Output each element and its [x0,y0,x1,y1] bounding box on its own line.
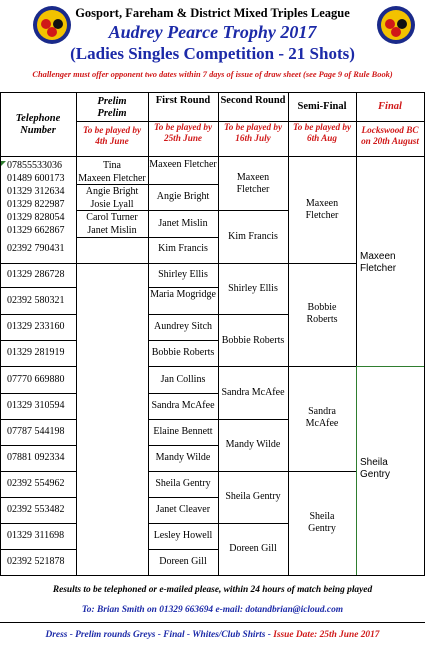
phone-number: 01489 600173 [7,173,65,184]
second-round-player: Kim Francis [228,231,278,242]
phone-number: 07770 669880 [7,374,65,385]
first-round-player: Maxeen Fletcher [149,159,217,170]
first-round-player: Jan Collins [160,374,206,385]
phone-number: 01329 662867 [7,225,65,236]
phone-number: 01329 822987 [7,199,65,210]
phone-number: 01329 233160 [7,321,65,332]
phone-number: 02392 521878 [7,556,65,567]
issue-date: Issue Date: 25th June 2017 [273,630,380,640]
second-round-player: Sandra McAfee [221,387,285,398]
phone-number: 07855533036 [7,160,62,171]
phone-number: 01329 286728 [7,269,65,280]
semi-final-player: Sheila Gentry [308,511,336,534]
second-round-player: Mandy Wilde [225,439,281,450]
phone-number: 01329 311698 [7,530,65,541]
semi-final-player: Sandra McAfee [305,406,339,429]
prelim-deadline: To be played by 4th June [82,125,142,146]
phone-number: 01329 312634 [7,186,65,197]
second-round-player: Maxeen Fletcher [236,172,270,195]
first-round-player: Doreen Gill [159,556,207,567]
dress-code-text: Dress - Prelim rounds Greys - Final - Whites/Club Shirts - [45,630,274,640]
contact-line: To: Brian Smith on 01329 663694 e-mail: dotandbrian@icloud.com [81,605,344,615]
telephone-header: Telephone Number [15,113,61,136]
phone-number: 07881 092334 [7,452,65,463]
second-round-player: Doreen Gill [229,543,277,554]
first-round-deadline: To be played by 25th June [153,122,213,143]
semi-final-player: Bobbie Roberts [306,302,338,325]
first-round-player: Janet Cleaver [155,504,211,515]
first-round-player: Shirley Ellis [158,269,208,280]
prelim-player: Angie Bright [85,186,139,197]
phone-number: 02392 790431 [7,243,65,254]
competition-title: (Ladies Singles Competition - 21 Shots) [70,44,355,63]
first-round-player: Elaine Bennett [153,426,213,437]
first-round-header: First Round [155,95,211,106]
first-round-player: Sheila Gentry [155,478,211,489]
first-round-player: Sandra McAfee [151,400,215,411]
first-round-player: Aundrey Sitch [153,321,213,332]
league-title: Gosport, Fareham & District Mixed Triples League [75,6,350,20]
phone-number: 07787 544198 [7,426,65,437]
second-round-player: Shirley Ellis [228,283,278,294]
second-round-player: Bobbie Roberts [221,335,285,346]
rule-note: Challenger must offer opponent two dates within 7 days of issue of draw sheet (see Page 9 of Rule Book) [32,70,393,79]
results-note: Results to be telephoned or e-mailed please, within 24 hours of match being played [52,585,373,595]
first-round-player: Kim Francis [158,243,208,254]
first-round-player: Maria Mogridge [150,289,216,300]
finalist: Sheila Gentry [360,457,391,480]
prelim-player: Maxeen Fletcher [78,173,146,184]
phone-number: 01329 828054 [7,212,65,223]
phone-number: 02392 553482 [7,504,65,515]
dress-code-line [0,630,425,640]
trophy-title: Audrey Pearce Trophy 2017 [108,22,317,42]
first-round-player: Bobbie Roberts [151,347,215,358]
final-venue: Lockswood BC on 20th August [361,125,419,146]
prelim-header-repeat: Prelim [97,108,127,119]
final-header: Final [378,101,402,112]
second-round-deadline: To be played by 16th July [223,122,283,143]
first-round-player: Mandy Wilde [155,452,211,463]
phone-number: 02392 580321 [7,295,65,306]
first-round-player: Angie Bright [156,191,210,202]
first-round-player: Lesley Howell [153,530,213,541]
semi-final-header: Semi-Final [297,101,347,112]
semi-final-deadline: To be played by 6th Aug [292,122,352,143]
phone-number: 01329 281919 [7,347,65,358]
first-round-player: Janet Mislin [158,218,208,229]
phone-number: 02392 554962 [7,478,65,489]
second-round-header: Second Round [220,95,286,106]
prelim-player: Carol Turner [86,212,138,223]
second-round-player: Sheila Gentry [225,491,281,502]
prelim-player: Josie Lyall [90,199,134,210]
prelim-player: Tina [103,160,121,171]
phone-number: 01329 310594 [7,400,65,411]
prelim-player: Janet Mislin [87,225,137,236]
finalist: Maxeen Fletcher [360,251,397,274]
semi-final-player: Maxeen Fletcher [305,198,339,221]
prelim-header: Prelim [97,96,127,107]
